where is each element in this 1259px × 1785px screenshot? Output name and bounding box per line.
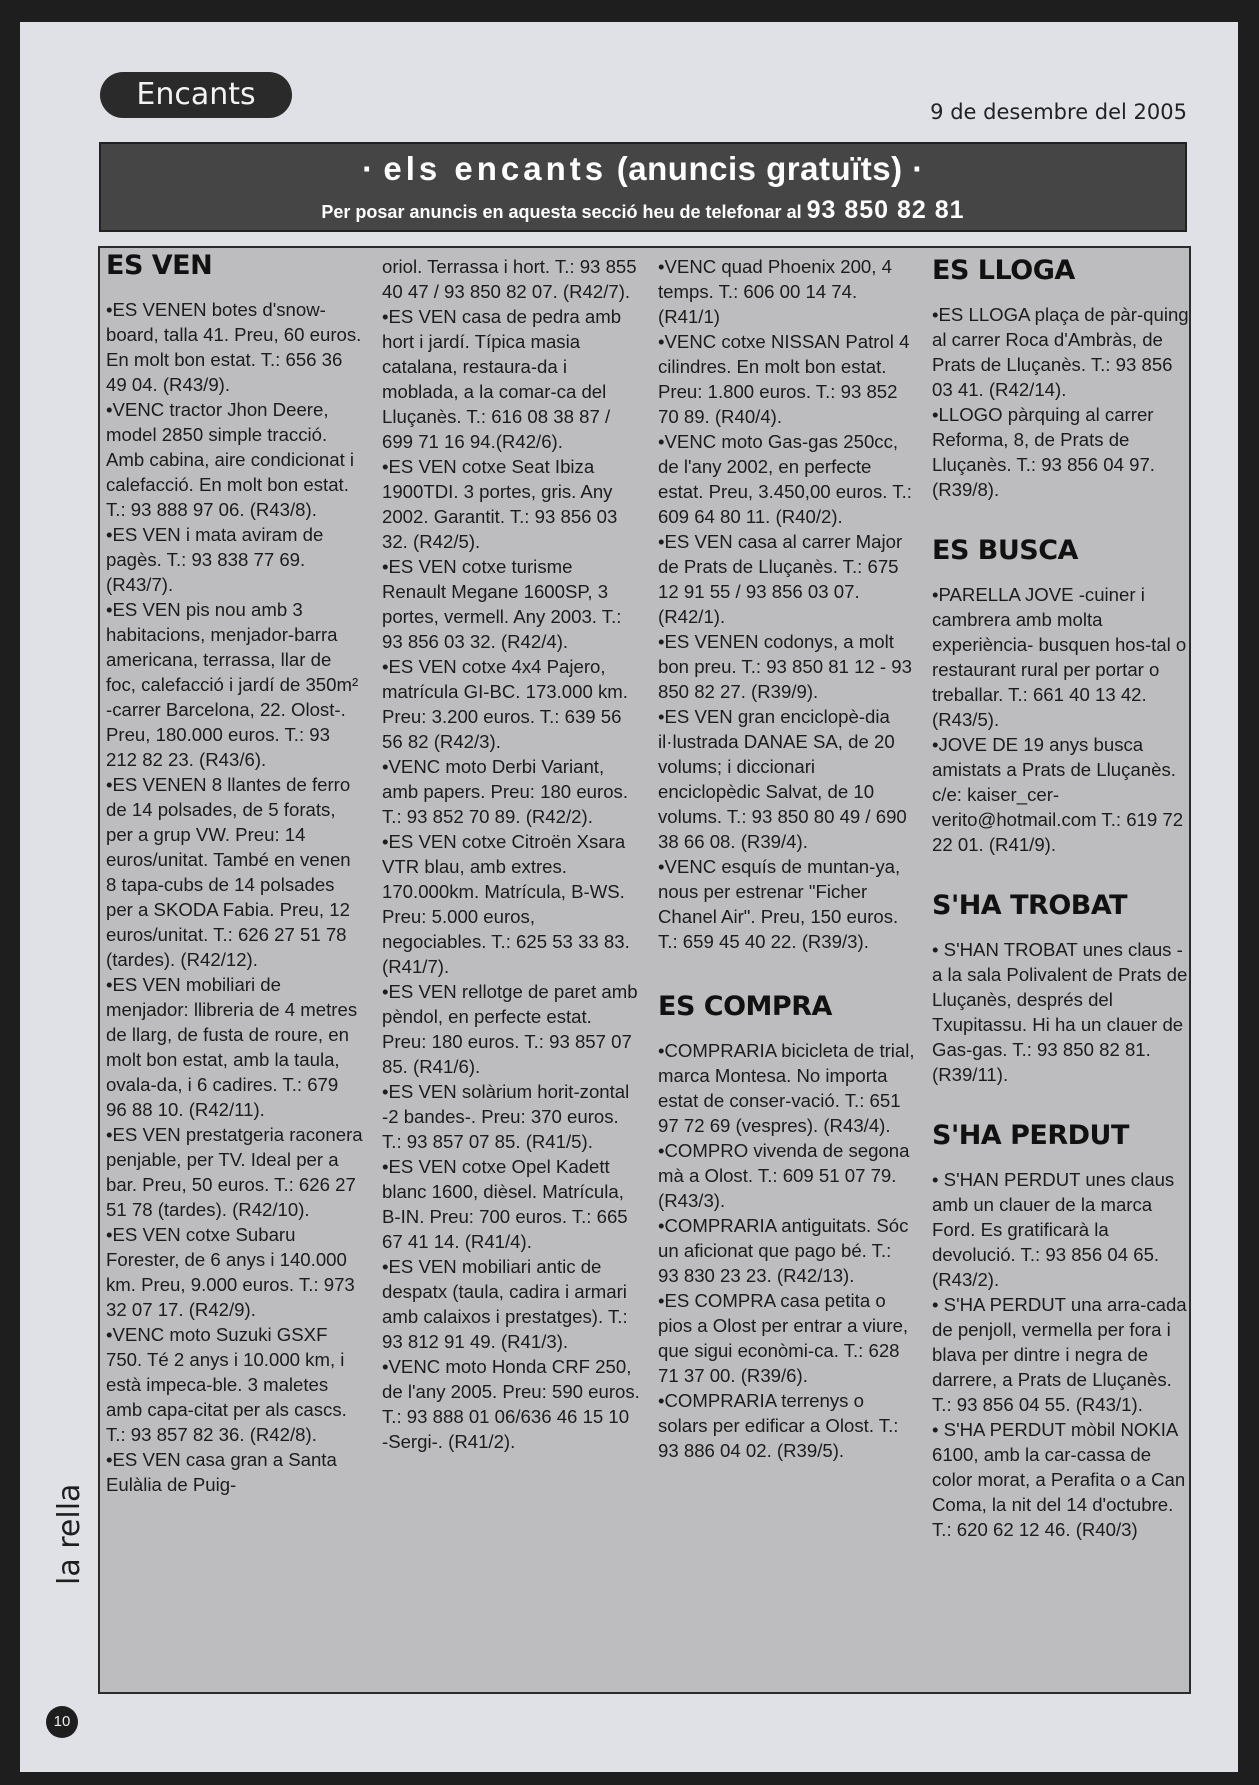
ad-entry: •ES VEN solàrium horit-zontal -2 bandes-. Preu: 370 euros. T.: 93 857 07 85. (R41/5).	[382, 1081, 630, 1152]
sha-perdut-ad-list	[932, 1167, 1190, 1542]
ad-entry: •ES VEN rellotge de paret amb pèndol, en perfecte estat. Preu: 180 euros. T.: 93 857 07 85. (R41/6).	[382, 981, 638, 1077]
ad-entry: •VENC quad Phoenix 200, 4 temps. T.: 606 00 14 74. (R41/1)	[658, 256, 892, 327]
column-2	[382, 254, 640, 1454]
ad-entry: •COMPRARIA antiguitats. Sóc un aficionat que pago bé. T.: 93 830 23 23. (R42/13).	[658, 1215, 909, 1286]
ad-entry: •ES VENEN 8 llantes de ferro de 14 polsades, de 5 forats, per a grup VW. Preu: 14 euros/unitat. També en venen 8 tapa-cubs de 14 polsades per a SKODA Fabia. Preu, 12 euros/unitat. T.: 626 27 51 78 (tardes). (R42/12).	[106, 774, 351, 970]
ad-entry: •ES VENEN botes d'snow-board, talla 41. Preu, 60 euros. En molt bon estat. T.: 656 36 49 04. (R43/9).	[106, 299, 362, 395]
ad-entry: •VENC cotxe NISSAN Patrol 4 cilindres. En molt bon estat. Preu: 1.800 euros. T.: 93 852 70 89. (R40/4).	[658, 331, 910, 427]
ad-entry: • S'HAN TROBAT unes claus -a la sala Polivalent de Prats de Lluçanès, després del Txupitassu. Hi ha un clauer de Gas-gas. T.: 93 850 82 81. (R39/11).	[932, 939, 1188, 1085]
ad-entry: •ES VEN cotxe Opel Kadett blanc 1600, dièsel. Matrícula, B-IN. Preu: 700 euros. T.: 665 67 41 14. (R41/4).	[382, 1156, 628, 1252]
heading-es-lloga: ES LLOGA	[932, 255, 1075, 286]
ad-entry: •ES VEN cotxe Subaru Forester, de 6 anys i 140.000 km. Preu, 9.000 euros. T.: 973 32 07 17. (R42/9).	[106, 1224, 355, 1320]
es-busca-ad-list	[932, 582, 1190, 857]
ad-entry: •LLOGO pàrquing al carrer Reforma, 8, de Prats de Lluçanès. T.: 93 856 04 97. (R39/8).	[932, 404, 1155, 500]
ad-entry: •ES VEN i mata aviram de pagès. T.: 93 838 77 69. (R43/7).	[106, 524, 324, 595]
ad-entry: oriol. Terrassa i hort. T.: 93 855 40 47 / 93 850 82 07. (R42/7).	[382, 256, 637, 302]
col2-ad-list	[382, 254, 640, 1454]
ad-entry: •ES VEN mobiliari de menjador: llibreria de 4 metres de llarg, de fusta de roure, en molt bon estat, amb la taula, ovala-da, i 6 cadires. T.: 679 96 88 10. (R42/11).	[106, 974, 358, 1120]
ad-entry: •VENC tractor Jhon Deere, model 2850 simple tracció. Amb cabina, aire condicionat i calefacció. En molt bon estat. T.: 93 888 97 06. (R43/8).	[106, 399, 355, 520]
ad-entry: •ES VENEN codonys, a molt bon preu. T.: 93 850 81 12 - 93 850 82 27. (R39/9).	[658, 631, 912, 702]
ad-entry: •COMPRARIA terrenys o solars per edificar a Olost. T.: 93 886 04 02. (R39/5).	[658, 1390, 899, 1461]
es-compra-ad-list	[658, 1038, 916, 1463]
ad-entry: •ES VEN mobiliari antic de despatx (taula, cadira i armari amb calaixos i prestatges). T.: 93 812 91 49. (R41/3).	[382, 1256, 628, 1352]
banner-phone: 93 850 82 81	[806, 196, 965, 224]
ad-entry: •ES LLOGA plaça de pàr-quing al carrer Roca d'Ambràs, de Prats de Lluçanès. T.: 93 856 03 41. (R42/14).	[932, 304, 1189, 400]
side-brand: la rella	[52, 1483, 87, 1585]
banner-title-main: els encants	[383, 150, 608, 187]
classifieds-box	[98, 246, 1191, 1694]
banner-title-sub: (anuncis gratuïts)	[616, 150, 903, 187]
issue-date: 9 de desembre del 2005	[930, 100, 1187, 124]
heading-es-busca: ES BUSCA	[932, 535, 1078, 566]
ad-entry: •JOVE DE 19 anys busca amistats a Prats de Lluçanès. c/e: kaiser_cer-verito@hotmail.com T.: 619 72 22 01. (R41/9).	[932, 734, 1184, 855]
heading-es-ven: ES VEN	[106, 250, 213, 281]
ad-entry: •ES VEN casa al carrer Major de Prats de Lluçanès. T.: 675 12 91 55 / 93 856 03 07. (R42/1).	[658, 531, 903, 627]
classifieds-banner	[99, 142, 1187, 232]
ad-entry: •ES VEN gran enciclopè-dia il·lustrada DANAE SA, de 20 volums; i diccionari enciclopèdic Salvat, de 10 volums. T.: 93 850 80 49 / 690 38 66 08. (R39/4).	[658, 706, 907, 852]
ad-entry: •VENC moto Honda CRF 250, de l'any 2005. Preu: 590 euros. T.: 93 888 01 06/636 46 15 10 -Sergi-. (R41/2).	[382, 1356, 640, 1452]
ad-entry: • S'HAN PERDUT unes claus amb un clauer de la marca Ford. Es gratificarà la devolució. T.: 93 856 04 65. (R43/2).	[932, 1169, 1175, 1290]
sha-trobat-ad-list	[932, 937, 1190, 1087]
page-number: 10	[46, 1706, 78, 1738]
ad-entry: •VENC moto Gas-gas 250cc, de l'any 2002, en perfecte estat. Preu, 3.450,00 euros. T.: 609 64 80 11. (R40/2).	[658, 431, 912, 527]
ad-entry: •ES VEN cotxe turisme Renault Megane 1600SP, 3 portes, vermell. Any 2003. T.: 93 856 03 32. (R42/4).	[382, 556, 622, 652]
column-3	[658, 254, 916, 1463]
ad-entry: •ES VEN pis nou amb 3 habitacions, menjador-barra americana, terrassa, llar de foc, calefacció i jardí de 350m² -carrer Barcelona, 22. Olost-. Preu, 180.000 euros. T.: 93 212 82 23. (R43/6).	[106, 599, 359, 770]
section-tab: Encants	[100, 72, 292, 118]
es-ven-ad-list	[106, 297, 364, 1497]
ad-entry: •ES VEN cotxe Citroën Xsara VTR blau, amb extres. 170.000km. Matrícula, B-WS. Preu: 5.000 euros, negociables. T.: 625 53 33 83. (R41/7).	[382, 831, 630, 977]
banner-title: · els encants (anuncis gratuïts) ·	[362, 150, 924, 187]
banner-instructions: Per posar anuncis en aquesta secció heu de telefonar al	[321, 202, 802, 222]
ad-entry: •ES VEN cotxe Seat Ibiza 1900TDI. 3 portes, gris. Any 2002. Garantit. T.: 93 856 03 32. (R42/5).	[382, 456, 618, 552]
column-4	[932, 254, 1190, 1542]
ad-entry: • S'HA PERDUT una arra-cada de penjoll, vermella per fora i blava per dintre i negra de darrere, a Prats de Lluçanès. T.: 93 856 04 55. (R43/1).	[932, 1294, 1187, 1415]
ad-entry: •VENC esquís de muntan-ya, nous per estrenar "Ficher Chanel Air". Preu, 150 euros. T.: 659 45 40 22. (R39/3).	[658, 856, 901, 952]
ad-entry: • S'HA PERDUT mòbil NOKIA 6100, amb la car-cassa de color morat, a Perafita o a Can Coma, la nit del 14 d'octubre. T.: 620 62 12 46. (R40/3)	[932, 1419, 1186, 1540]
es-lloga-ad-list	[932, 302, 1190, 502]
heading-sha-perdut: S'HA PERDUT	[932, 1120, 1129, 1151]
ad-entry: •COMPRO vivenda de segona mà a Olost. T.: 609 51 07 79. (R43/3).	[658, 1140, 910, 1211]
heading-es-compra: ES COMPRA	[658, 991, 832, 1022]
ad-entry: •ES VEN casa gran a Santa Eulàlia de Puig-	[106, 1449, 337, 1495]
ad-entry: •ES VEN prestatgeria raconera penjable, per TV. Ideal per a bar. Preu, 50 euros. T.: 626 27 51 78 (tardes). (R42/10).	[106, 1124, 363, 1220]
col3-ad-list	[658, 254, 916, 954]
ad-entry: •COMPRARIA bicicleta de trial, marca Montesa. No importa estat de conser-vació. T.: 651 97 72 69 (vespres). (R43/4).	[658, 1040, 915, 1136]
ad-entry: •ES VEN casa de pedra amb hort i jardí. Típica masia catalana, restaura-da i moblada, a la comar-ca del Lluçanès. T.: 616 08 38 87 / 699 71 16 94.(R42/6).	[382, 306, 622, 452]
heading-sha-trobat: S'HA TROBAT	[932, 890, 1128, 921]
banner-subtitle	[101, 196, 1185, 225]
ad-entry: •VENC moto Suzuki GSXF 750. Té 2 anys i 10.000 km, i està impeca-ble. 3 maletes amb capa-citat per als cascs. T.: 93 857 82 36. (R42/8).	[106, 1324, 347, 1445]
ad-entry: •ES VEN cotxe 4x4 Pajero, matrícula GI-BC. 173.000 km. Preu: 3.200 euros. T.: 639 56 56 82 (R42/3).	[382, 656, 628, 752]
ad-entry: •ES COMPRA casa petita o pios a Olost per entrar a viure, que sigui econòmi-ca. T.: 628 71 37 00. (R39/6).	[658, 1290, 909, 1386]
ad-entry: •VENC moto Derbi Variant, amb papers. Preu: 180 euros. T.: 93 852 70 89. (R42/2).	[382, 756, 628, 827]
column-es-ven	[106, 249, 364, 1497]
ad-entry: •PARELLA JOVE -cuiner i cambrera amb molta experiència- busquen hos-tal o restaurant rural per portar o treballar. T.: 661 40 13 42. (R43/5).	[932, 584, 1187, 730]
